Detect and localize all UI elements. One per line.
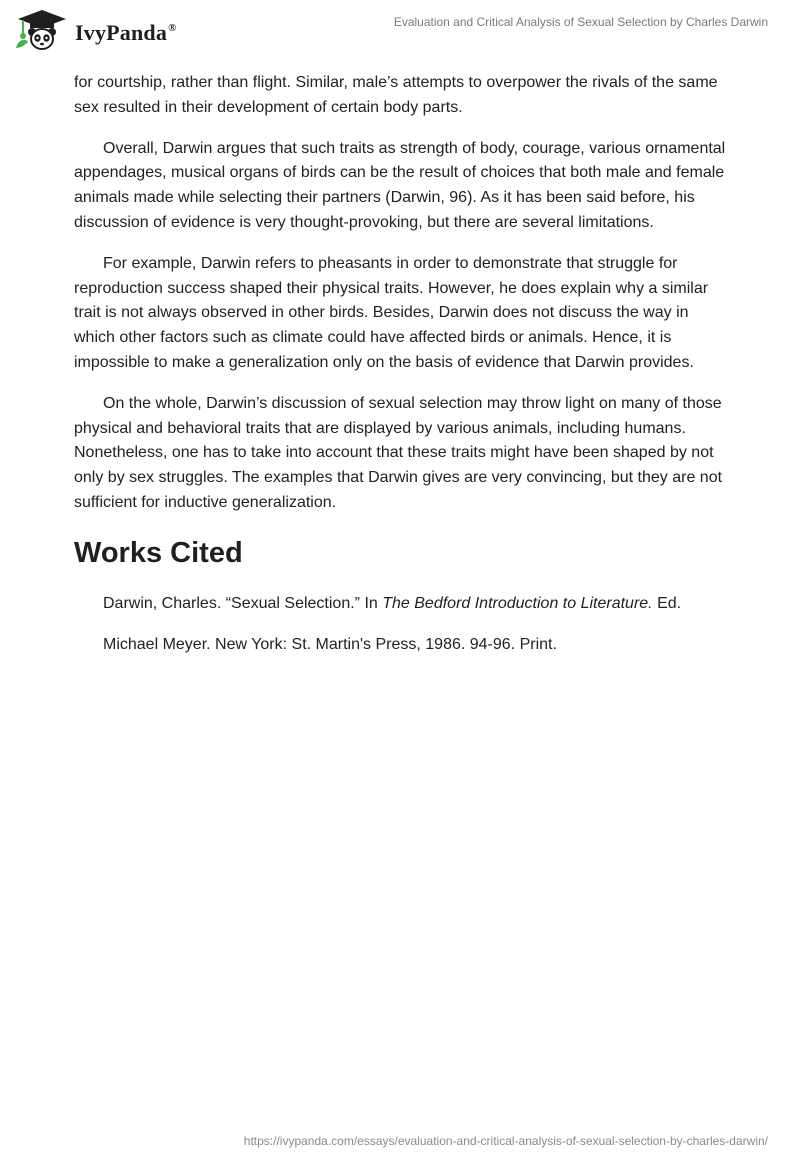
citation-entry: Michael Meyer. New York: St. Martin's Press, 1986. 94-96. Print. (103, 635, 557, 653)
paragraph: for courtship, rather than flight. Similar, male’s attempts to overpower the rivals of the same sex resulted in their development of certain body parts. (74, 74, 718, 116)
works-cited-heading: Works Cited (74, 536, 243, 569)
paragraph: For example, Darwin refers to pheasants in order to demonstrate that struggle for reproduction success shaped their physical traits. However, he does explain why a similar trait is not always observed in other birds. Besides, Darwin does not discuss the way in which other factors such as climate could have affected birds or animals. Hence, it is impossible to make a generalization only on the basis of evidence that Darwin provides. (74, 254, 709, 371)
essay-body (74, 71, 726, 673)
document-title: Evaluation and Critical Analysis of Sexual Selection by Charles Darwin (393, 15, 768, 29)
brand-name: IvyPanda® (75, 20, 177, 45)
citation-entry: Darwin, Charles. “Sexual Selection.” In The Bedford Introduction to Literature. Ed. (103, 594, 682, 612)
paragraph: Overall, Darwin argues that such traits as strength of body, courage, various ornamental appendages, musical organs of birds can be the result of choices that both male and female animals made while selecting their partners (Darwin, 96). As it has been said before, his discussion of evidence is very thought-provoking, but there are several limitations. (74, 139, 726, 231)
source-url[interactable]: https://ivypanda.com/essays/evaluation-and-critical-analysis-of-sexual-selection-by-charles-darwin/ (243, 1134, 768, 1148)
paragraph: On the whole, Darwin’s discussion of sexual selection may throw light on many of those physical and behavioral traits that are displayed by various animals, including humans. Nonetheless, one has to take into account that these traits might have been shaped by not only by sex struggles. The examples that Darwin gives are very convincing, but they are not sufficient for inductive generalization. (74, 394, 723, 511)
panda-graduate-icon (14, 8, 70, 52)
brand-logo[interactable] (14, 8, 177, 52)
